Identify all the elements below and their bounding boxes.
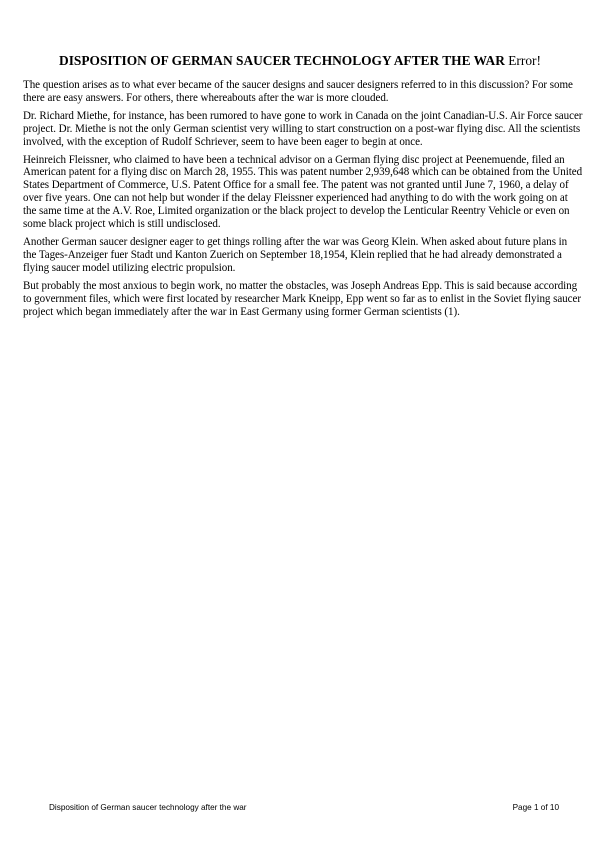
paragraph-2: Dr. Richard Miethe, for instance, has been rumored to have gone to work in Canada on the joint Canadian-U.S. Air Force saucer project. Dr. Miethe is not the only German scientist very willing to start construction on a post-war flying disc. All the scientists involved, with the exception of Rudolf Schriever, seem to have been eager to begin at once.	[23, 109, 583, 148]
footer-document-title: Disposition of German saucer technology after the war	[49, 803, 247, 812]
page-title	[24, 53, 576, 69]
title-error-text: Error!	[508, 53, 541, 68]
title-text: DISPOSITION OF GERMAN SAUCER TECHNOLOGY AFTER THE WAR	[59, 53, 505, 68]
paragraph-5: But probably the most anxious to begin work, no matter the obstacles, was Joseph Andreas Epp. This is said because according to government files, which were first located by researcher Mark Kneipp, Epp went so far as to enlist in the Soviet flying saucer project which began immediately after the war in East Germany using former German scientists (1).	[23, 279, 581, 318]
paragraph-4: Another German saucer designer eager to get things rolling after the war was Georg Klein. When asked about future plans in the Tages-Anzeiger fuer Stadt und Kanton Zuerich on September 18,1954, Klein replied that he had already demonstrated a flying saucer model utilizing electric propulsion.	[23, 235, 568, 274]
footer-page-number: Page 1 of 10	[512, 803, 559, 812]
paragraph-1: The question arises as to what ever became of the saucer designs and saucer designers referred to in this discussion? For some there are easy answers. For others, there whereabouts after the war is more clouded.	[23, 79, 573, 104]
paragraph-3: Heinreich Fleissner, who claimed to have been a technical advisor on a German flying disc project at Peenemuende, filed an American patent for a flying disc on March 28, 1955. This was patent number 2,939,648 which can be obtained from the United States Department of Commerce, U.S. Patent Office for a small fee. The patent was not granted until June 7, 1960, a delay of over five years. One can not help but wonder if the delay Fleissner experienced had anything to do with the work going on at the same time at the A.V. Roe, Limited organization or the black project to develop the Lenticular Reentry Vehicle or even on some black project which is still undisclosed.	[23, 153, 583, 231]
document-body	[23, 79, 583, 323]
